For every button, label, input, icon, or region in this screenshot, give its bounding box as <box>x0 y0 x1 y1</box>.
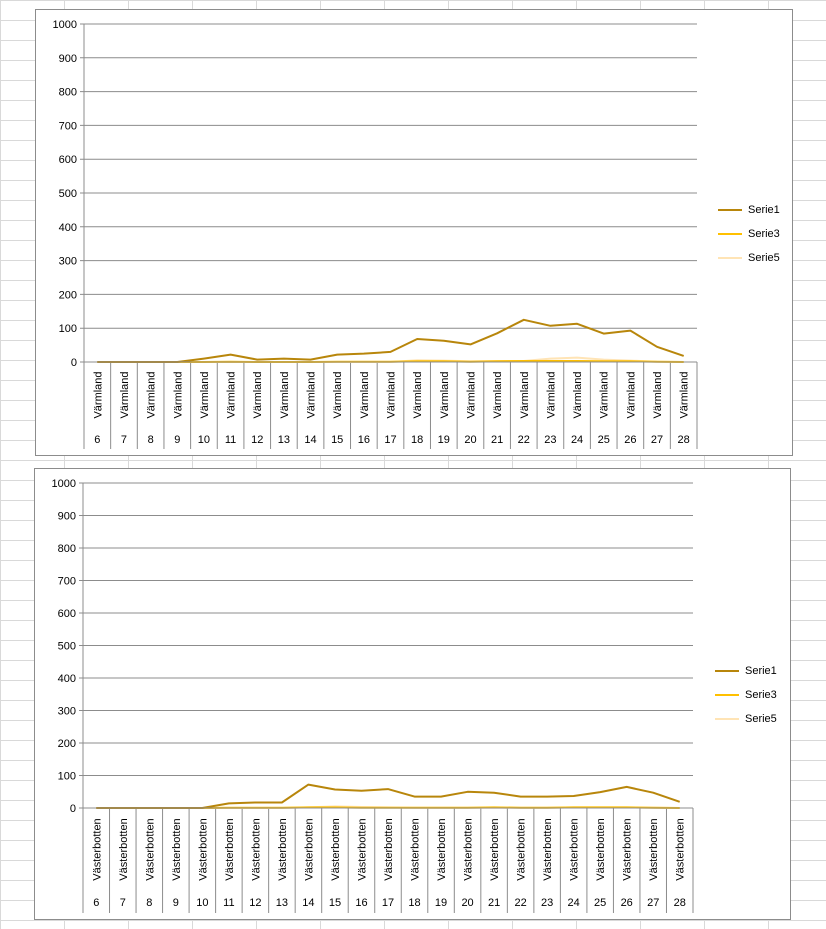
legend-swatch <box>718 257 742 259</box>
y-tick-label: 400 <box>58 221 77 234</box>
legend-label: Serie1 <box>748 204 780 216</box>
x-group-label: Västerbotten <box>356 818 369 881</box>
x-group-label: Västerbotten <box>515 818 528 881</box>
x-tick-label: 15 <box>328 897 342 909</box>
x-tick-label: 12 <box>249 897 262 909</box>
series-line <box>97 320 683 362</box>
x-group-label: Västerbotten <box>462 818 475 881</box>
x-tick-label: 9 <box>174 434 181 446</box>
legend-swatch <box>718 209 742 211</box>
y-tick-label: 400 <box>57 673 76 685</box>
x-tick-label: 22 <box>514 897 527 909</box>
x-group-label: Västerbotten <box>117 818 130 881</box>
y-tick-label: 300 <box>57 705 76 718</box>
y-tick-label: 1000 <box>51 478 76 490</box>
x-tick-label: 6 <box>94 434 101 446</box>
x-group-label: Västerbotten <box>250 818 263 881</box>
x-group-label: Västerbotten <box>409 818 422 881</box>
x-tick-label: 12 <box>251 434 264 446</box>
x-tick-label: 19 <box>437 434 450 446</box>
x-group-label: Västerbotten <box>489 818 502 881</box>
x-group-label: Värmland <box>652 371 665 419</box>
legend <box>718 198 780 270</box>
x-group-label: Västerbotten <box>674 818 687 881</box>
x-group-label: Värmland <box>252 371 265 419</box>
x-tick-label: 17 <box>381 897 395 909</box>
x-tick-label: 27 <box>647 897 660 909</box>
legend-swatch <box>715 694 739 696</box>
x-group-label: Västerbotten <box>621 818 634 881</box>
chart-vasterbotten <box>34 468 791 920</box>
chart-varmland <box>35 9 793 456</box>
x-tick-label: 28 <box>673 897 686 909</box>
x-tick-label: 13 <box>277 434 291 446</box>
x-group-label: Värmland <box>518 371 531 419</box>
x-tick-label: 21 <box>487 897 501 909</box>
x-tick-label: 8 <box>146 897 153 909</box>
x-tick-label: 14 <box>302 897 315 909</box>
legend-label: Serie5 <box>748 252 780 264</box>
x-group-label: Västerbotten <box>568 818 581 881</box>
x-tick-label: 15 <box>331 434 344 446</box>
x-group-label: Värmland <box>625 371 638 419</box>
x-group-label: Värmland <box>545 371 558 419</box>
x-group-label: Västerbotten <box>170 818 183 881</box>
x-tick-label: 9 <box>172 897 179 909</box>
x-group-label: Västerbotten <box>303 818 316 881</box>
y-tick-label: 800 <box>57 543 76 555</box>
y-tick-label: 100 <box>57 770 76 783</box>
x-tick-label: 23 <box>544 434 557 446</box>
y-tick-label: 100 <box>58 323 77 336</box>
x-tick-label: 16 <box>357 434 370 446</box>
x-group-label: Värmland <box>198 371 211 419</box>
legend-item <box>718 198 780 222</box>
x-tick-label: 7 <box>120 434 128 446</box>
legend-item <box>718 222 780 246</box>
y-tick-label: 500 <box>58 188 77 200</box>
x-group-label: Västerbotten <box>144 818 157 881</box>
chart-plot <box>35 469 790 919</box>
x-tick-label: 8 <box>147 434 154 446</box>
x-tick-label: 14 <box>304 434 317 446</box>
legend-item <box>718 246 780 270</box>
x-tick-label: 25 <box>594 897 607 909</box>
y-tick-label: 700 <box>58 120 77 133</box>
x-group-label: Västerbotten <box>542 818 555 881</box>
y-tick-label: 700 <box>57 575 76 588</box>
x-group-label: Värmland <box>332 371 345 419</box>
x-tick-label: 24 <box>570 434 584 446</box>
y-tick-label: 900 <box>58 52 77 65</box>
x-group-label: Västerbotten <box>91 818 104 881</box>
legend-item <box>715 683 777 707</box>
x-group-label: Västerbotten <box>329 818 342 881</box>
x-tick-label: 11 <box>224 434 237 446</box>
x-tick-label: 19 <box>434 897 448 909</box>
x-group-label: Västerbotten <box>197 818 210 881</box>
x-tick-label: 18 <box>411 434 424 446</box>
y-tick-label: 1000 <box>52 19 77 31</box>
x-group-label: Västerbotten <box>648 818 661 881</box>
y-tick-label: 0 <box>69 803 76 815</box>
y-tick-label: 900 <box>57 510 76 523</box>
x-group-label: Värmland <box>225 371 238 419</box>
x-tick-label: 17 <box>384 434 397 446</box>
x-group-label: Värmland <box>305 371 318 419</box>
x-group-label: Värmland <box>92 371 105 419</box>
x-group-label: Värmland <box>465 371 478 419</box>
x-group-label: Värmland <box>278 371 291 419</box>
legend-swatch <box>715 670 739 672</box>
x-group-label: Västerbotten <box>223 818 236 881</box>
x-tick-label: 10 <box>196 897 209 909</box>
legend-label: Serie3 <box>748 228 780 240</box>
x-group-label: Värmland <box>172 371 185 419</box>
x-tick-label: 13 <box>275 897 289 909</box>
y-tick-label: 200 <box>57 738 76 750</box>
x-tick-label: 25 <box>597 434 610 446</box>
y-tick-label: 0 <box>70 357 77 369</box>
y-tick-label: 200 <box>58 289 77 302</box>
y-tick-label: 800 <box>58 86 77 99</box>
y-tick-label: 300 <box>58 255 77 268</box>
legend-item <box>715 707 777 731</box>
x-group-label: Värmland <box>598 371 611 419</box>
y-tick-label: 600 <box>57 608 76 620</box>
legend-label: Serie3 <box>745 689 777 701</box>
x-group-label: Värmland <box>678 371 691 419</box>
x-group-label: Värmland <box>145 371 158 419</box>
x-tick-label: 20 <box>461 897 474 909</box>
x-tick-label: 21 <box>490 434 504 446</box>
x-tick-label: 11 <box>223 897 235 909</box>
x-group-label: Värmland <box>412 371 425 419</box>
legend-label: Serie1 <box>745 665 777 677</box>
legend <box>715 659 777 731</box>
x-tick-label: 22 <box>517 434 530 446</box>
x-group-label: Värmland <box>118 371 131 419</box>
x-group-label: Västerbotten <box>276 818 289 881</box>
x-group-label: Värmland <box>572 371 585 419</box>
x-tick-label: 26 <box>624 434 637 446</box>
x-group-label: Västerbotten <box>383 818 395 881</box>
y-tick-label: 500 <box>57 640 76 653</box>
x-group-label: Västerbotten <box>436 818 449 881</box>
x-tick-label: 27 <box>650 434 664 446</box>
x-tick-label: 18 <box>408 897 421 909</box>
y-tick-label: 600 <box>58 154 77 167</box>
x-group-label: Värmland <box>385 371 398 419</box>
x-group-label: Värmland <box>358 371 371 419</box>
legend-swatch <box>718 233 742 235</box>
x-group-label: Värmland <box>438 371 451 419</box>
legend-label: Serie5 <box>745 713 777 725</box>
x-tick-label: 20 <box>464 434 477 446</box>
x-tick-label: 23 <box>541 897 554 909</box>
legend-swatch <box>715 718 739 720</box>
series-line <box>96 785 679 808</box>
x-tick-label: 10 <box>197 434 211 446</box>
x-tick-label: 28 <box>677 434 690 446</box>
x-tick-label: 6 <box>93 897 100 909</box>
x-tick-label: 16 <box>355 897 368 909</box>
chart-plot <box>36 10 792 455</box>
x-tick-label: 24 <box>567 897 580 909</box>
x-tick-label: 26 <box>620 897 633 909</box>
legend-item <box>715 659 777 683</box>
x-tick-label: 7 <box>119 897 126 909</box>
x-group-label: Värmland <box>492 371 505 419</box>
x-group-label: Västerbotten <box>595 818 608 881</box>
